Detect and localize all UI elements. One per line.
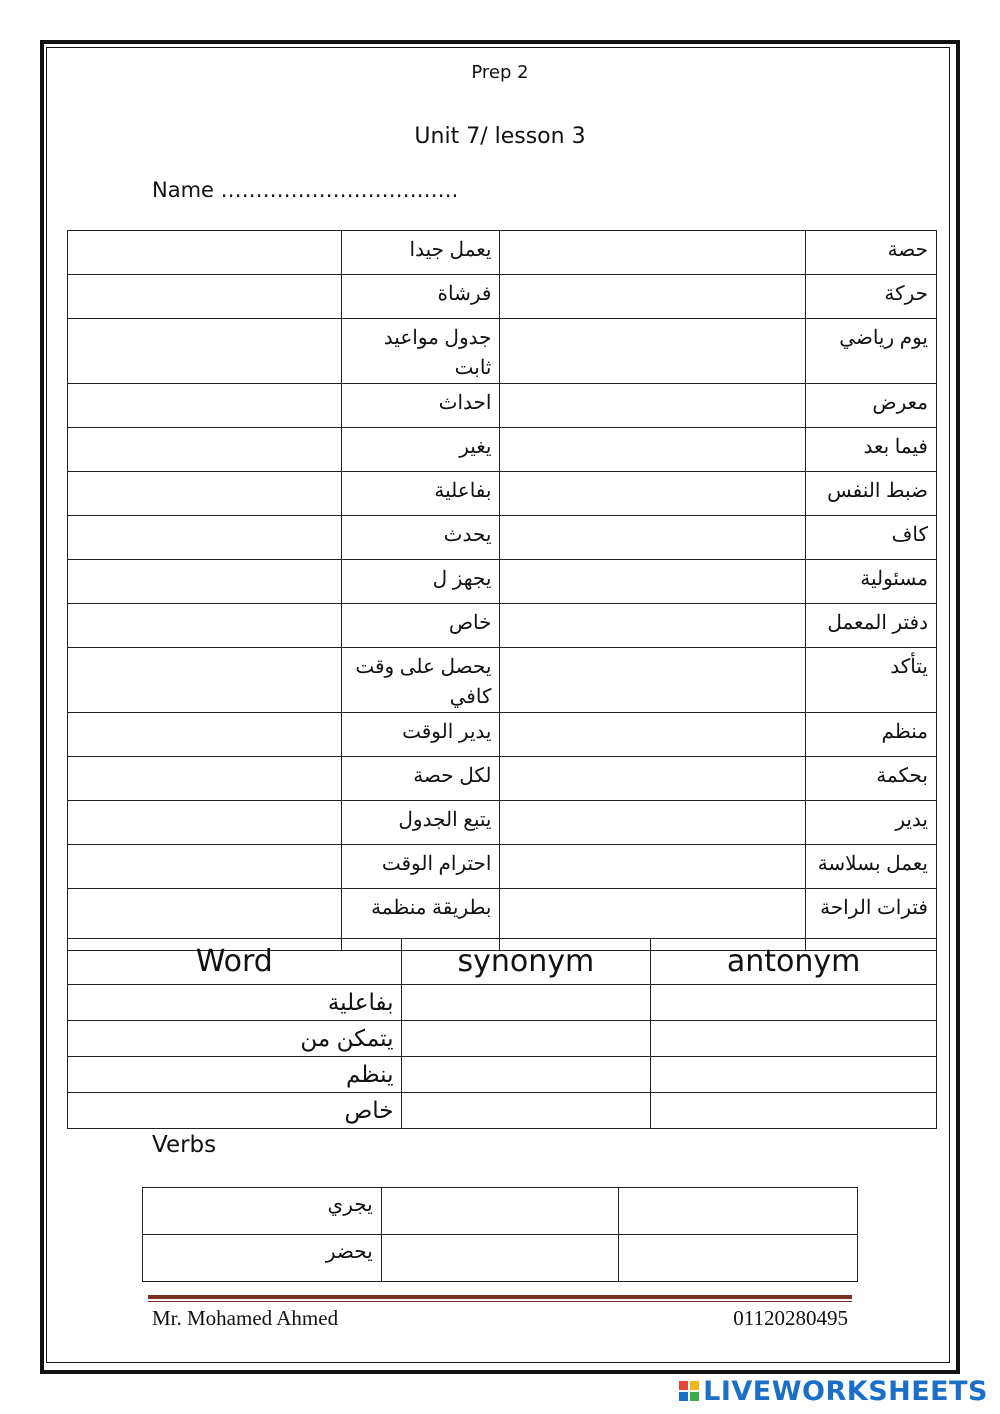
vocab-meaning-left: يحصل على وقت كافي xyxy=(341,648,500,713)
word-cell: بفاعلية xyxy=(68,985,402,1021)
vocab-row xyxy=(68,384,937,428)
synonym-answer-cell[interactable] xyxy=(401,1021,651,1057)
answer-cell[interactable] xyxy=(68,516,342,560)
word-cell: يتمكن من xyxy=(68,1021,402,1057)
antonym-answer-cell[interactable] xyxy=(651,1093,937,1129)
vocab-meaning-left: يعمل جيدا xyxy=(341,231,500,275)
word-cell: ينظم xyxy=(68,1057,402,1093)
vocab-meaning-left: يجهز ل xyxy=(341,560,500,604)
verbs-table xyxy=(142,1187,858,1282)
vocab-meaning-right: يوم رياضي xyxy=(806,319,937,384)
vocab-row xyxy=(68,319,937,384)
vocab-meaning-left: بفاعلية xyxy=(341,472,500,516)
header-antonym: antonym xyxy=(651,939,937,985)
vocab-meaning-left: يتبع الجدول xyxy=(341,801,500,845)
vocab-row xyxy=(68,604,937,648)
vocab-meaning-left: لكل حصة xyxy=(341,757,500,801)
vocab-meaning-right: بحكمة xyxy=(806,757,937,801)
liveworksheets-logo-text: LIVEWORKSHEETS xyxy=(703,1375,988,1407)
word-cell: خاص xyxy=(68,1093,402,1129)
vocab-row xyxy=(68,560,937,604)
answer-cell[interactable] xyxy=(68,472,342,516)
synonym-row xyxy=(68,1057,937,1093)
answer-cell[interactable] xyxy=(68,713,342,757)
teacher-phone: 01120280495 xyxy=(733,1306,848,1330)
vocab-row xyxy=(68,757,937,801)
vocab-meaning-left: يدير الوقت xyxy=(341,713,500,757)
answer-cell[interactable] xyxy=(68,845,342,889)
verb-past-answer-cell[interactable] xyxy=(381,1188,619,1235)
vocabulary-table xyxy=(67,230,937,951)
verb-past-answer-cell[interactable] xyxy=(381,1235,619,1282)
vocab-meaning-right: فيما بعد xyxy=(806,428,937,472)
vocab-meaning-left: فرشاة xyxy=(341,275,500,319)
vocab-row xyxy=(68,648,937,713)
antonym-answer-cell[interactable] xyxy=(651,1057,937,1093)
answer-cell[interactable] xyxy=(68,428,342,472)
teacher-name: Mr. Mohamed Ahmed xyxy=(152,1306,339,1330)
vocab-meaning-left: يحدث xyxy=(341,516,500,560)
vocab-meaning-left: احترام الوقت xyxy=(341,845,500,889)
vocab-meaning-right: حركة xyxy=(806,275,937,319)
answer-cell[interactable] xyxy=(500,560,806,604)
verb-cell: يجري xyxy=(143,1188,382,1235)
answer-cell[interactable] xyxy=(500,428,806,472)
vocab-meaning-right: مسئولية xyxy=(806,560,937,604)
synonym-row xyxy=(68,985,937,1021)
vocab-meaning-right: يدير xyxy=(806,801,937,845)
answer-cell[interactable] xyxy=(500,757,806,801)
liveworksheets-logo[interactable] xyxy=(679,1376,988,1406)
synonym-row xyxy=(68,1093,937,1129)
footer-rule-thick xyxy=(148,1295,852,1299)
vocab-meaning-right: يعمل بسلاسة xyxy=(806,845,937,889)
answer-cell[interactable] xyxy=(68,275,342,319)
verb-row xyxy=(143,1188,858,1235)
answer-cell[interactable] xyxy=(68,604,342,648)
vocab-meaning-right: ضبط النفس xyxy=(806,472,937,516)
vocab-meaning-right: كاف xyxy=(806,516,937,560)
vocab-row xyxy=(68,801,937,845)
answer-cell[interactable] xyxy=(500,472,806,516)
vocab-meaning-left: جدول مواعيد ثابت xyxy=(341,319,500,384)
header-word: Word xyxy=(68,939,402,985)
footer-rule-thin xyxy=(148,1301,852,1302)
vocab-meaning-right: معرض xyxy=(806,384,937,428)
answer-cell[interactable] xyxy=(500,384,806,428)
synonym-answer-cell[interactable] xyxy=(401,1057,651,1093)
synonym-answer-cell[interactable] xyxy=(401,985,651,1021)
synonym-answer-cell[interactable] xyxy=(401,1093,651,1129)
vocab-row xyxy=(68,713,937,757)
verb-pp-answer-cell[interactable] xyxy=(619,1188,858,1235)
antonym-answer-cell[interactable] xyxy=(651,985,937,1021)
verb-row xyxy=(143,1235,858,1282)
header-synonym: synonym xyxy=(401,939,651,985)
vocab-meaning-right: يتأكد xyxy=(806,648,937,713)
unit-title: Unit 7/ lesson 3 xyxy=(414,124,586,149)
vocab-meaning-right: فترات الراحة xyxy=(806,889,937,951)
answer-cell[interactable] xyxy=(500,845,806,889)
verb-pp-answer-cell[interactable] xyxy=(619,1235,858,1282)
verbs-label: Verbs xyxy=(152,1132,217,1158)
answer-cell[interactable] xyxy=(500,713,806,757)
answer-cell[interactable] xyxy=(500,231,806,275)
vocab-row xyxy=(68,516,937,560)
answer-cell[interactable] xyxy=(68,384,342,428)
answer-cell[interactable] xyxy=(68,319,342,384)
answer-cell[interactable] xyxy=(500,648,806,713)
answer-cell[interactable] xyxy=(68,801,342,845)
grade-label: Prep 2 xyxy=(471,62,529,83)
synonym-antonym-table xyxy=(67,938,937,1129)
vocab-meaning-right: منظم xyxy=(806,713,937,757)
liveworksheets-logo-icon xyxy=(679,1381,699,1401)
vocab-meaning-left: بطريقة منظمة xyxy=(341,889,500,951)
vocab-meaning-left: يغير xyxy=(341,428,500,472)
vocab-row xyxy=(68,472,937,516)
vocab-row xyxy=(68,428,937,472)
vocab-meaning-right: حصة xyxy=(806,231,937,275)
antonym-answer-cell[interactable] xyxy=(651,1021,937,1057)
name-line: Name ……………………………. xyxy=(152,178,459,202)
answer-cell[interactable] xyxy=(500,516,806,560)
answer-cell[interactable] xyxy=(68,648,342,713)
vocab-row xyxy=(68,845,937,889)
vocab-meaning-left: خاص xyxy=(341,604,500,648)
answer-cell[interactable] xyxy=(500,319,806,384)
answer-cell[interactable] xyxy=(68,231,342,275)
answer-cell[interactable] xyxy=(68,560,342,604)
synonym-row xyxy=(68,1021,937,1057)
vocab-row xyxy=(68,231,937,275)
synonym-header-row xyxy=(68,939,937,985)
vocab-meaning-right: دفتر المعمل xyxy=(806,604,937,648)
answer-cell[interactable] xyxy=(500,801,806,845)
verb-cell: يحضر xyxy=(143,1235,382,1282)
vocab-meaning-left: احداث xyxy=(341,384,500,428)
answer-cell[interactable] xyxy=(68,757,342,801)
answer-cell[interactable] xyxy=(500,275,806,319)
vocab-row xyxy=(68,275,937,319)
answer-cell[interactable] xyxy=(500,604,806,648)
